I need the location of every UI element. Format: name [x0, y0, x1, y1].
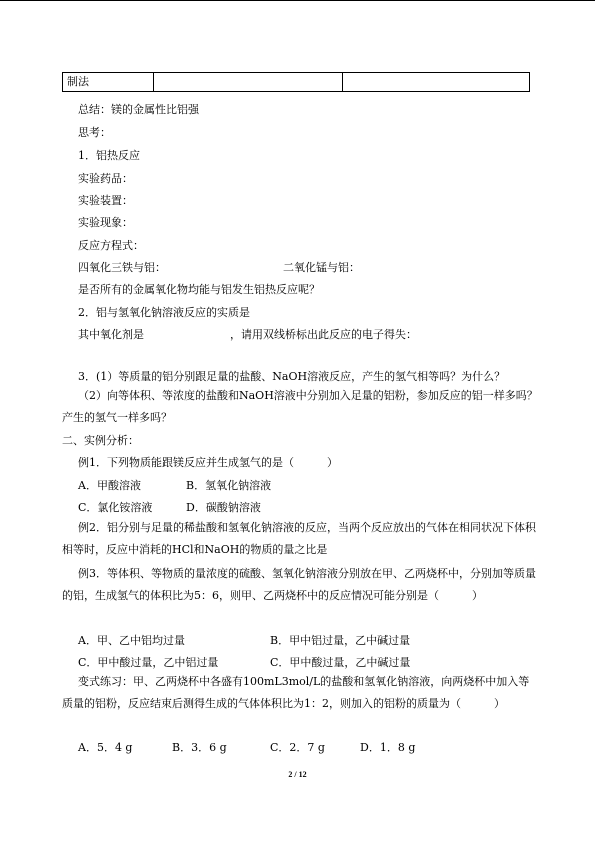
variation-option-a: A．5．4 g: [78, 741, 133, 754]
example3-option-c: C．甲中酸过量，乙中铝过量: [78, 656, 219, 669]
example1-option-a: A．甲酸溶液: [78, 479, 141, 492]
equation-label: 反应方程式：: [78, 239, 144, 252]
oxidant-label: 其中氧化剂是: [78, 328, 144, 341]
comparison-table-row: [62, 72, 530, 92]
example2-stem: 例2．铝分别与足量的稀盐酸和氢氧化钠溶液的反应，当两个反应放出的气体在相同状况下体积相等时，反应中消耗的HCl和NaOH的物质的量之比是: [62, 521, 536, 556]
table-cell-label: 制法: [63, 73, 154, 92]
example1-option-c: C．氯化铵溶液: [78, 501, 153, 514]
fe3o4-al-label: 四氧化三铁与铝：: [78, 261, 166, 274]
variation-option-d: D．1．8 g: [360, 741, 416, 754]
table-cell-2: [154, 73, 343, 92]
double-bridge-instruction: ，请用双线桥标出此反应的电子得失：: [230, 328, 417, 341]
phenomenon-label: 实验现象：: [78, 216, 133, 229]
summary-text: 总结：镁的金属性比铝强: [78, 103, 199, 116]
part2-heading: 二、实例分析：: [62, 434, 139, 447]
section3-q1: 3．(1）等质量的铝分别跟足量的盐酸、NaOH溶液反应，产生的氢气相等吗？为什么？: [78, 370, 506, 383]
apparatus-label: 实验装置：: [78, 194, 133, 207]
example1-option-b: B．氢氧化钠溶液: [186, 479, 272, 492]
think-heading: 思考：: [78, 126, 111, 139]
example1-stem: 例1．下列物质能跟镁反应并生成氢气的是（ ）: [78, 456, 338, 469]
section2-title: 2．铝与氢氧化钠溶液反应的实质是: [78, 306, 250, 319]
example3-stem: 例3．等体积、等物质的量浓度的硫酸、氢氧化钠溶液分别放在甲、乙两烧杯中，分别加等质量的铝，生成氢气的体积比为5：6，则甲、乙两烧杯中的反应情况可能分别是（ ）: [62, 567, 536, 602]
page-number: 2 / 12: [288, 770, 307, 779]
example3-option-b: B．甲中铝过量，乙中碱过量: [270, 634, 411, 647]
variation-option-b: B．3．6 g: [172, 741, 227, 754]
example3-option-d: C．甲中酸过量，乙中碱过量: [270, 656, 411, 669]
mno2-al-label: 二氧化锰与铝：: [283, 261, 360, 274]
variation-option-c: C．2．7 g: [270, 741, 325, 754]
example3-option-a: A．甲、乙中铝均过量: [78, 634, 185, 647]
reagents-label: 实验药品：: [78, 172, 133, 185]
section3-q2: （2）向等体积、等浓度的盐酸和NaOH溶液中分别加入足量的铝粉，参加反应的铝一样多吗？产生的氢气一样多吗？: [62, 389, 538, 424]
table-cell-3: [343, 73, 530, 92]
section1-title: 1．铝热反应: [78, 149, 140, 162]
thermite-question: 是否所有的金属氧化物均能与铝发生铝热反应呢？: [78, 283, 320, 296]
example1-option-d: D．碳酸钠溶液: [186, 501, 261, 514]
variation-exercise-stem: 变式练习：甲、乙两烧杯中各盛有100mL3mol/L的盐酸和氢氧化钠溶液，向两烧杯中加入等质量的铝粉，反应结束后测得生成的气体体积比为1：2，则加入的铝粉的质量为（ ）: [62, 675, 530, 710]
